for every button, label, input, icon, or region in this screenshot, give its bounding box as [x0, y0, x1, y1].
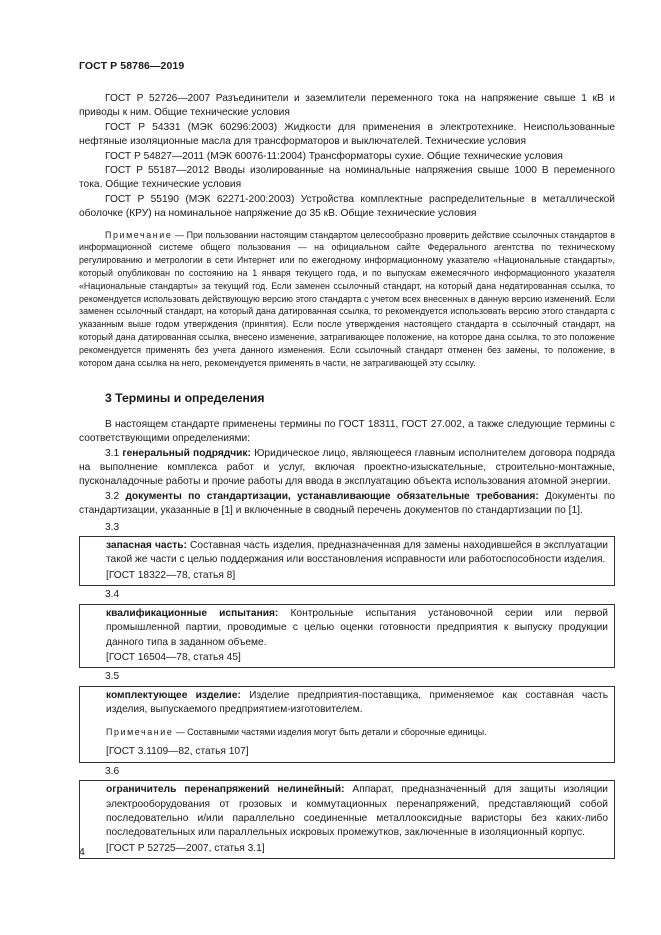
term-number: 3.3: [105, 521, 120, 533]
references-note: [79, 229, 615, 370]
term-box: [79, 686, 615, 763]
reference-item: ГОСТ Р 55190 (МЭК 62271-200:2003) Устройства комплектные распределительные в металлической оболочке (КРУ) на номинальное напряжение до 35 кВ. Общие технические условия: [79, 193, 615, 220]
term-number: 3.2: [105, 490, 120, 502]
term-definition: Составная часть изделия, предназначенная для замены находившейся в эксплуатации такой же части с целью поддержания или восстановления исправности или работоспособности изделия.: [106, 540, 608, 566]
reference-item: ГОСТ Р 54331 (МЭК 60296:2003) Жидкости для применения в электротехнике. Неиспользованные нефтяные изоляционные масла для трансформаторов и выключателей. Технические условия: [79, 121, 615, 148]
term-number: 3.5: [105, 671, 120, 683]
term-source: [ГОСТ 16504—78, статья 45]: [106, 651, 241, 663]
term-box: [79, 536, 615, 586]
term-name: документы по стандартизации, устанавливающие обязательные требования:: [125, 490, 539, 502]
term-definition: Контрольные испытания установочной серии или первой промышленной партии, проводимые с целью оценки готовности предприятия к выпуску продукции данного типа в заданном объеме.: [106, 607, 608, 648]
term-name: запасная часть:: [106, 540, 187, 552]
term-definition: Юридическое лицо, являющееся главным исполнителем договора подряда на выполнение комплекса работ и услуг, включая проектно-изыскательные, строительно-монтажные, пусконаладочные работы и прочие работы для ввода в эксплуатацию объекта использования атомной энергии.: [79, 447, 615, 488]
reference-item: ГОСТ Р 52726—2007 Разъединители и заземлители переменного тока на напряжение свыше 1 кВ и приводы к ним. Общие технические условия: [79, 93, 615, 119]
term-note: [106, 726, 608, 739]
term-source: [ГОСТ 3.1109—82, статья 107]: [106, 746, 249, 758]
section-intro: В настоящем стандарте применены термины по ГОСТ 18311, ГОСТ 27.002, а также следующие термины с соответствующими определениями:: [79, 418, 615, 445]
term-name: комплектующее изделие:: [106, 689, 241, 701]
term-definition: Изделие предприятия-поставщика, применяемое как составная часть изделия, выпускаемого предприятием-изготовителем.: [106, 689, 609, 716]
term-definition: Аппарат, предназначенный для защиты изоляции электрооборудования от грозовых и коммутационных перенапряжений, представляющий собой последовательно и/или параллельно соединенные металлооксидные варисторы без каких-либо последовательных или параллельных искровых промежутков, заключенные в изоляционный корпус.: [106, 784, 609, 839]
term-name: квалификационные испытания:: [106, 607, 279, 619]
reference-item: ГОСТ Р 55187—2012 Вводы изолированные на номинальные напряжения свыше 1000 В переменного тока. Общие технические условия: [79, 165, 615, 191]
section-title: 3 Термины и определения: [105, 391, 265, 406]
note-label: Примечание: [106, 726, 174, 737]
term-source: [ГОСТ Р 52725—2007, статья 3.1]: [106, 842, 265, 854]
note-text: — При пользовании настоящим стандартом целесообразно проверить действие ссылочных стандартов в информационной системе общего пользования — на официальном сайте Федерального агентства по техническому регулированию и метрологии в сети Интернет или по ежегодному информационному указателю «Национальные стандарты», который опубликован по состоянию на 1 января текущего года, и по выпускам ежемесячного информационного указателя «Национальные стандарты» за текущий год. Если заменен ссылочный стандарт, на который дана недатированная ссылка, то рекомендуется использовать действующую версию этого стандарта с учетом всех внесенных в данную версию изменений. Если заменен ссылочный стандарт, на который дана датированная ссылка, то рекомендуется использовать версию этого стандарта с указанным выше годом утверждения (принятия). Если после утверждения настоящего стандарта в ссылочный стандарт, на который дана датированная ссылка, внесено изменение, затрагивающее положение, на которое дана ссылка, то это положение рекомендуется применять без учета данного изменения. Если ссылочный стандарт отменен без замены, то положение, в котором дана ссылка на него, рекомендуется применять в части, не затрагивающей эту ссылку.: [79, 229, 615, 368]
term-number: 3.1: [105, 447, 120, 459]
term-name: ограничитель перенапряжений нелинейный:: [106, 784, 345, 796]
term-number: 3.6: [105, 765, 120, 777]
term-number: 3.4: [105, 589, 120, 601]
term-definition: Документы по стандартизации, указанные в [1] и включенные в сводный перечень документов по стандартизации по [1].: [79, 490, 615, 517]
term-box: [79, 780, 615, 859]
term-name: генеральный подрядчик:: [122, 447, 251, 459]
document-body: [79, 92, 615, 859]
term-source: [ГОСТ 18322—78, статья 8]: [106, 569, 236, 581]
document-header: ГОСТ Р 58786—2019: [79, 60, 185, 72]
term-entry: [79, 490, 615, 519]
note-text: — Составными частями изделия могут быть детали и сборочные единицы.: [173, 726, 487, 737]
term-entry: [79, 447, 615, 490]
reference-item: ГОСТ Р 54827—2011 (МЭК 60076-11:2004) Трансформаторы сухие. Общие технические условия: [105, 150, 563, 162]
note-label: Примечание: [105, 229, 173, 240]
term-box: [79, 604, 615, 669]
page-number: 4: [79, 846, 85, 858]
